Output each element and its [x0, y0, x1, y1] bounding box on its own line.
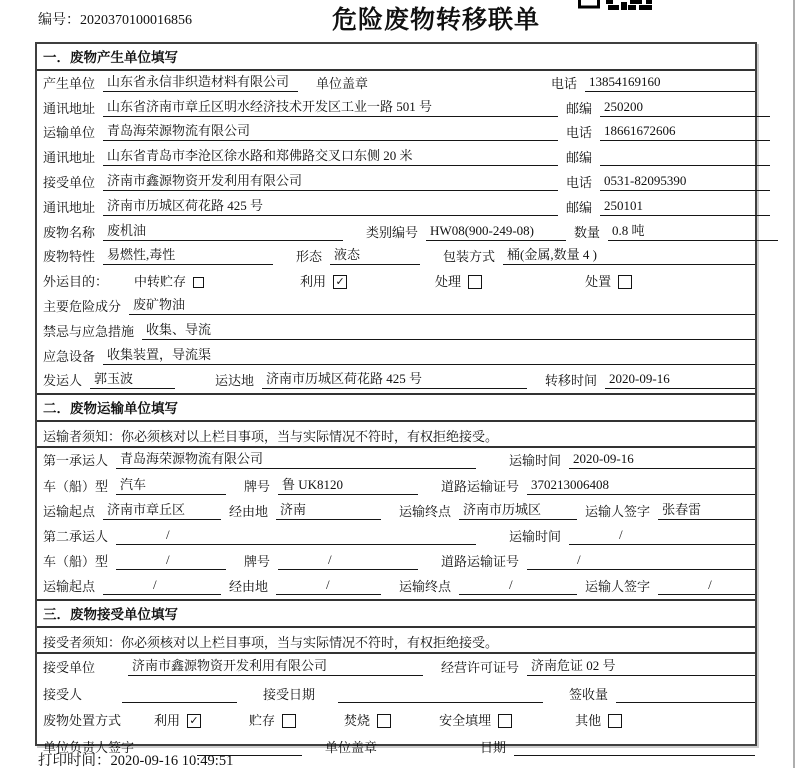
shipper-label: 发运人: [43, 373, 83, 389]
purpose-utilize-checkbox: ✓: [333, 275, 347, 289]
purpose-option-transfer-storage: [134, 271, 204, 290]
transfer-time-label: 转移时间: [545, 373, 598, 389]
carrier2-origin-label: 运输起点: [43, 578, 96, 594]
producer-phone-value: 13854169160: [585, 74, 755, 92]
disposal-incinerate-label: 焚烧: [344, 713, 371, 729]
form-row-transporter-address: [37, 145, 755, 170]
carrier2-vehicle-value: /: [116, 552, 226, 570]
recipient-value: [122, 687, 237, 703]
purpose-option-dispose: [585, 271, 632, 290]
form-row-producer-unit: [37, 71, 755, 96]
manifest-form: [35, 42, 757, 755]
transporter-phone-label: 电话: [566, 125, 593, 141]
purpose-treat-label: 处理: [435, 274, 462, 290]
quantity-label: 数量: [574, 224, 601, 240]
form-row-equipment: [37, 344, 755, 369]
carrier1-via-label: 经由地: [229, 503, 269, 519]
accept-unit-label: 接受单位: [43, 660, 96, 676]
carrier1-vehicle-value: 汽车: [116, 474, 226, 495]
hazard-value: 废矿物油: [129, 294, 755, 315]
transporter-address-label: 通讯地址: [43, 150, 96, 166]
carrier2-sign-value: /: [658, 577, 755, 595]
equipment-value: 收集装置，导流渠: [103, 344, 755, 365]
carrier2-permit-label: 道路运输证号: [441, 553, 520, 569]
transporter-unit-value: 青岛海荣源物流有限公司: [103, 120, 558, 141]
receiver-notice: 接受者须知：你必须核对以上栏目事项，当与实际情况不符时，有权拒绝接受。: [37, 628, 755, 654]
shipper-value: 郭玉波: [90, 368, 175, 389]
purpose-option-utilize: [300, 271, 347, 290]
emergency-label: 禁忌与应急措施: [43, 323, 135, 339]
receiver-address-value: 济南市历城区荷花路 425 号: [103, 195, 558, 216]
quantity-value: 0.8 吨: [608, 220, 778, 241]
form-row-carrier2-vehicle: [37, 549, 755, 574]
hazard-label: 主要危险成分: [43, 298, 122, 314]
producer-address-value: 山东省济南市章丘区明水经济技术开发区工业一路 501 号: [103, 96, 558, 117]
carrier2-origin-value: /: [103, 577, 221, 595]
receive-date-label: 接受日期: [263, 686, 316, 702]
section-producer-title: 一．废物产生单位填写: [37, 44, 755, 71]
form-row-shipper: [37, 369, 755, 394]
carrier1-via-value: 济南: [276, 499, 381, 520]
form-row-hazard: [37, 294, 755, 319]
disposal-other-label: 其他: [575, 713, 602, 729]
form-row-producer-address: [37, 96, 755, 121]
recipient-label: 接受人: [43, 686, 83, 702]
disposal-utilize-checkbox: ✓: [187, 714, 201, 728]
disposal-store-checkbox: [282, 714, 296, 728]
disposal-incinerate-checkbox: [377, 714, 391, 728]
category-code-label: 类别编号: [366, 224, 419, 240]
form-row-carrier1: [37, 448, 755, 473]
form-row-receiver-unit: [37, 170, 755, 195]
receiver-address-label: 通讯地址: [43, 199, 96, 215]
producer-zip-value: 250200: [600, 99, 770, 117]
disposal-landfill-checkbox: [498, 714, 512, 728]
disposal-option-other: [575, 710, 622, 729]
purpose-treat-checkbox: [468, 275, 482, 289]
carrier2-sign-label: 运输人签字: [585, 578, 651, 594]
form-row-carrier1-route: [37, 499, 755, 524]
section-receiver: [37, 599, 755, 760]
receiver-zip-label: 邮编: [566, 199, 593, 215]
carrier1-time-label: 运输时间: [509, 453, 562, 469]
carrier1-value: 青岛海荣源物流有限公司: [116, 448, 476, 469]
transfer-time-value: 2020-09-16: [605, 371, 755, 389]
producer-address-label: 通讯地址: [43, 100, 96, 116]
page-right-edge: [793, 0, 795, 768]
transporter-unit-label: 运输单位: [43, 125, 96, 141]
disposal-option-utilize: [154, 710, 201, 729]
form-state-label: 形态: [296, 249, 323, 265]
section-transport: [37, 393, 755, 599]
purpose-transfer-storage-checkbox: [193, 277, 204, 288]
waste-name-value: 废机油: [103, 220, 343, 241]
form-row-receiver-address: [37, 195, 755, 220]
section-transport-title: 二．废物运输单位填写: [37, 393, 755, 422]
form-row-accept-unit: [37, 654, 755, 681]
qr-code-fragment: [578, 0, 654, 11]
packing-label: 包装方式: [443, 249, 496, 265]
page-title: 危险废物转移联单: [332, 7, 541, 34]
carrier1-end-value: 济南市历城区: [459, 499, 577, 520]
carrier2-via-label: 经由地: [229, 578, 269, 594]
carrier1-sign-value: 张春雷: [658, 499, 755, 520]
form-row-waste-property: [37, 245, 755, 270]
form-row-carrier1-vehicle: [37, 473, 755, 498]
form-row-carrier2-route: [37, 574, 755, 599]
print-time-value: 2020-09-16 10:49:51: [110, 753, 234, 769]
carrier2-end-value: /: [459, 577, 577, 595]
waste-property-label: 废物特性: [43, 249, 96, 265]
purpose-dispose-checkbox: [618, 275, 632, 289]
carrier1-plate-label: 牌号: [244, 478, 271, 494]
carrier1-origin-value: 济南市章丘区: [103, 499, 221, 520]
equipment-label: 应急设备: [43, 348, 96, 364]
form-row-waste-name: [37, 220, 755, 245]
disposal-option-landfill: [439, 710, 512, 729]
purpose-dispose-label: 处置: [585, 274, 612, 290]
receive-date-value: [338, 687, 543, 703]
carrier2-label: 第二承运人: [43, 528, 109, 544]
form-row-disposal: [37, 707, 755, 734]
category-code-value: HW08(900-249-08): [426, 223, 566, 241]
purpose-option-treat: [435, 271, 482, 290]
carrier1-sign-label: 运输人签字: [585, 503, 651, 519]
receiver-unit-label: 接受单位: [43, 174, 96, 190]
section-receiver-title: 三．废物接受单位填写: [37, 599, 755, 628]
form-row-purpose: [37, 269, 755, 294]
carrier1-origin-label: 运输起点: [43, 503, 96, 519]
carrier2-permit-value: /: [527, 552, 755, 570]
carrier1-permit-label: 道路运输证号: [441, 478, 520, 494]
amount-value: [616, 687, 755, 703]
purpose-label: 外运目的：: [43, 274, 109, 290]
producer-phone-label: 电话: [550, 75, 577, 91]
disposal-method-label: 废物处置方式: [43, 713, 122, 729]
operating-permit-label: 经营许可证号: [441, 660, 520, 676]
disposal-landfill-label: 安全填埋: [439, 713, 492, 729]
unit-seal-label: 单位盖章: [316, 75, 369, 91]
amount-label: 签收量: [569, 686, 609, 702]
form-row-transporter-unit: [37, 121, 755, 146]
form-state-value: 液态: [330, 244, 420, 265]
operating-permit-value: 济南危证 02 号: [527, 655, 755, 676]
doc-number-label: 编号：: [38, 13, 80, 28]
carrier1-time-value: 2020-09-16: [569, 451, 755, 469]
form-row-carrier2: [37, 524, 755, 549]
carrier2-time-value: /: [569, 527, 755, 545]
receiver-unit-value: 济南市鑫源物资开发利用有限公司: [103, 170, 558, 191]
carrier2-via-value: /: [276, 577, 381, 595]
transporter-address-value: 山东省青岛市李沧区徐水路和郑佛路交叉口东侧 20 米: [103, 145, 558, 166]
producer-unit-value: 山东省永信非织造材料有限公司: [103, 71, 298, 92]
receiver-phone-value: 0531-82095390: [600, 173, 770, 191]
disposal-option-store: [249, 710, 296, 729]
manager-sign-label: 单位负责人签字: [43, 739, 135, 755]
carrier2-value: /: [116, 527, 476, 545]
purpose-transfer-storage-label: 中转贮存: [134, 274, 187, 290]
waste-name-label: 废物名称: [43, 224, 96, 240]
section-producer: [37, 44, 755, 393]
purpose-utilize-label: 利用: [300, 274, 327, 290]
disposal-utilize-label: 利用: [154, 713, 181, 729]
destination-label: 运达地: [215, 373, 255, 389]
form-row-emergency: [37, 319, 755, 344]
carrier2-plate-value: /: [278, 552, 418, 570]
print-time-label: 打印时间：: [38, 753, 111, 769]
transporter-phone-value: 18661672606: [600, 123, 770, 141]
emergency-value: 收集、导流: [142, 319, 755, 340]
receiver-phone-label: 电话: [566, 174, 593, 190]
receiver-zip-value: 250101: [600, 198, 770, 216]
carrier2-time-label: 运输时间: [509, 528, 562, 544]
doc-number: [38, 9, 192, 29]
doc-number-value: 2020370100016856: [80, 13, 192, 28]
waste-property-value: 易燃性,毒性: [103, 244, 273, 265]
producer-unit-label: 产生单位: [43, 75, 96, 91]
destination-value: 济南市历城区荷花路 425 号: [262, 368, 527, 389]
carrier1-vehicle-label: 车（船）型: [43, 478, 109, 494]
carrier1-end-label: 运输终点: [399, 503, 452, 519]
carrier1-permit-value: 370213006408: [527, 477, 755, 495]
disposal-option-incinerate: [344, 710, 391, 729]
carrier2-plate-label: 牌号: [244, 553, 271, 569]
carrier1-plate-value: 鲁 UK8120: [278, 474, 418, 495]
sign-date-value: [514, 740, 755, 756]
accept-unit-value: 济南市鑫源物资开发利用有限公司: [128, 655, 423, 676]
packing-value: 桶(金属,数量 4 ): [503, 244, 755, 265]
carrier2-vehicle-label: 车（船）型: [43, 553, 109, 569]
disposal-other-checkbox: [608, 714, 622, 728]
disposal-store-label: 贮存: [249, 713, 276, 729]
sign-date-label: 日期: [480, 739, 507, 755]
receiver-seal-label: 单位盖章: [325, 739, 378, 755]
transporter-zip-value: [600, 150, 770, 166]
transporter-zip-label: 邮编: [566, 150, 593, 166]
producer-zip-label: 邮编: [566, 100, 593, 116]
print-time: [38, 749, 233, 770]
carrier2-end-label: 运输终点: [399, 578, 452, 594]
transport-notice: 运输者须知：你必须核对以上栏目事项，当与实际情况不符时，有权拒绝接受。: [37, 422, 755, 448]
form-row-recipient: [37, 680, 755, 707]
carrier1-label: 第一承运人: [43, 453, 109, 469]
